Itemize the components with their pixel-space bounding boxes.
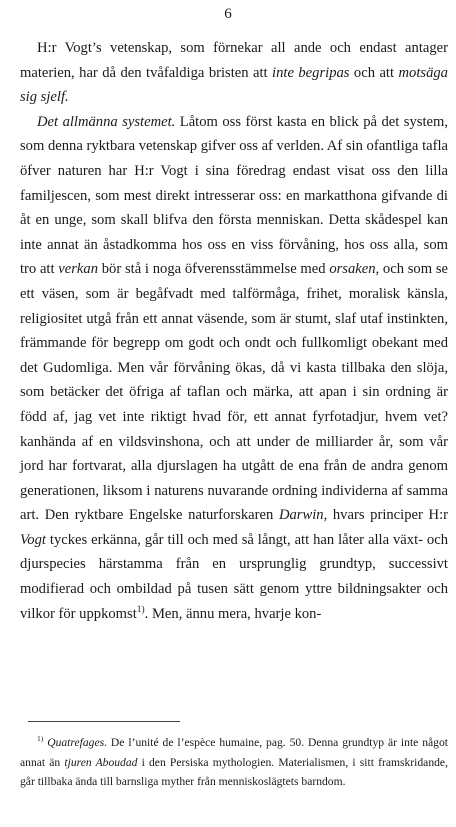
text-run: , och som se ett väsen, som är begåfvadt med talförmåga, frihet, moralisk känsla, religiositet utgå från ett annat väsende, som är stumt, slaf utaf instinkten, främmande för begrepp om godt och ondt och fullkomligt obekant med det Gudomliga. Men vår förvåning ökas, då vi kasta tillbaka den slöja, som betäcker det öfriga af taflan och märka, att apan i sin ordning är född af, jag vet inte riktigt hvad för, ett annat fyrfotadjur, hvem vet? kanhända af en vildsvinshona, och att under de milliarder år, som vår jord har fortvarat, alla djurslagen ha utgått de ena från de andra genom generationen, liksom i naturens nuvarande ordning individerna af samma art. Den ryktbare Engelske naturforskaren (20, 261, 448, 524)
footnote-divider (28, 721, 180, 722)
italic-text: inte begripas (272, 64, 350, 81)
paragraph (20, 110, 448, 626)
text-run: . Men, ännu mera, hvarje kon- (144, 605, 322, 622)
footnote-marker: 1) (136, 604, 145, 615)
italic-text: Darwin (278, 507, 324, 524)
body-text (20, 36, 448, 626)
paragraph (20, 36, 448, 110)
italic-text: Vogt (20, 531, 46, 548)
text-run: bör stå i noga öfverensstämmelse med (98, 261, 330, 278)
footnote-marker: 1) (37, 734, 44, 744)
footnote (20, 733, 448, 792)
footnote-text (20, 733, 448, 792)
text-run: i den Persiska mythologien. Materialismen, i sitt framskridande, går tillbaka ända till barnsliga myther från menniskoslägtets barndom. (20, 755, 448, 788)
text-run: Låtom oss först kasta en blick på det system, som denna ryktbara vetenskap gifver oss af verlden. Af sin ofantliga tafla öfver naturen har H:r Vogt i sina föredrag endast visat oss den lilla familjescen, som mest direkt intresserar oss: en markatthona gifvande di åt en unge, som skall blifva den första menniskan. Detta skådespel kan inte annat än åstadkomma hos oss en viss förvåning, hos oss alla, som tro att (20, 113, 448, 278)
italic-text: motsäga sig sjelf. (20, 64, 448, 106)
page-number: 6 (224, 6, 232, 22)
italic-text: orsaken (329, 261, 376, 278)
italic-text: verkan (58, 261, 99, 278)
text-run: och att (349, 64, 399, 81)
italic-text: tjuren Aboudad (64, 755, 138, 769)
text-run: tyckes erkänna, går till och med så långt, att han låter alla växt- och djurspecies härstamma från en ursprunglig grundtyp, successivt modifierad och ombildad på tusen sätt genom yttre bildningsakter och vilkor för uppkomst (20, 531, 448, 622)
italic-text: Quatrefages (47, 736, 105, 749)
text-run: H:r Vogt’s vetenskap, som förnekar all ande och endast antager materien, har då den tvåfaldiga bristen att (20, 40, 448, 81)
text-run: . De l’unité de l’espèce humaine, pag. 50. Denna grundtyp är inte något annat än (20, 736, 448, 769)
italic-text: Det allmänna systemet. (37, 113, 176, 130)
text-run: , hvars principer H:r (323, 507, 448, 524)
